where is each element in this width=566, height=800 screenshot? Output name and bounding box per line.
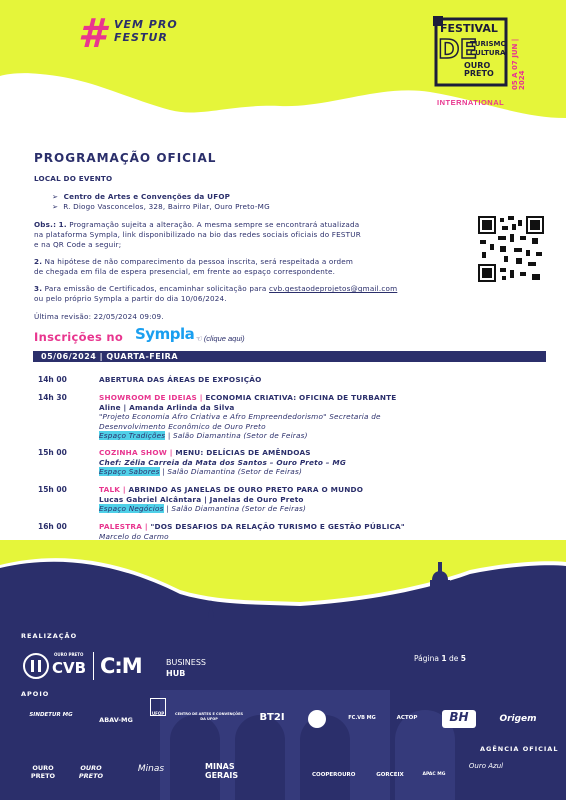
- revision-text: Última revisão: 22/05/2024 09:09.: [34, 312, 164, 321]
- sponsor-logo[interactable]: CENTRO DE ARTES E CONVENÇÕES DA UFOP: [175, 712, 244, 721]
- schedule-item: PALESTRA | "DOS DESAFIOS DA RELAÇÃO TURISMO E GESTÃO PÚBLICA" Marcelo do Carmo: [99, 522, 539, 560]
- cvb-emblem-icon: [22, 652, 50, 680]
- bullet-icon: ➢: [52, 192, 64, 201]
- international-label: INTERNATIONAL: [437, 98, 505, 107]
- cvb-logo[interactable]: CVB OURO PRETO: [22, 650, 88, 682]
- schedule-time: 14h 30: [38, 393, 67, 402]
- email-link[interactable]: cvb.gestaodeprojetos@gmail.com: [269, 284, 398, 293]
- sponsor-logo[interactable]: ABAV-MG: [99, 716, 133, 724]
- sponsor-logo[interactable]: UFOP: [150, 698, 166, 716]
- sponsor-logo[interactable]: GORCEIX: [376, 772, 404, 778]
- schedule-time: 16h 00: [38, 522, 67, 531]
- sponsor-logo[interactable]: Origem: [499, 714, 537, 724]
- schedule-item: SHOWROOM DE IDEIAS | ECONOMIA CRIATIVA: OFICINA DE TURBANTE Aline | Amanda Arlinda da Silva "Projeto Economia Afro Criativa e Afro Empreendedorismo" Secretaria de Desenvolvimento Econômico de Ouro Preto Espaço Tradições | Salão Diamantina (Setor de Feiras): [99, 393, 397, 440]
- sponsor-logo[interactable]: ACTOP: [396, 715, 418, 721]
- sponsor-logo[interactable]: BH: [442, 710, 476, 728]
- note-2: 2. Na hipótese de não comparecimento da pessoa inscrita, será respeitada a ordem de chegada em fila de espera presencial, em frente ao espaço correspondente.: [34, 257, 354, 276]
- schedule-time: 15h 00: [38, 485, 67, 494]
- sponsor-logo[interactable]: APAC MG: [422, 772, 446, 777]
- page-indicator: Página 1 de 5: [414, 654, 466, 663]
- sympla-link[interactable]: Sympla: [135, 325, 195, 343]
- venue-address: ➢ R. Diogo Vasconcelos, 328, Bairro Pilar, Ouro Preto-MG: [52, 202, 270, 211]
- sponsor-logo[interactable]: COOPEROURO: [312, 772, 356, 778]
- note-1: Obs.: 1. Programação sujeita a alteração. A mesma sempre se encontrará atualizada na plataforma Sympla, link disponibilizado na bio das redes sociais oficiais do FESTUR e na QR Code a seguir;: [34, 220, 361, 249]
- schedule-time: 14h 00: [38, 375, 67, 384]
- sponsor-logo[interactable]: MINAS GERAIS: [205, 762, 239, 780]
- note-3: 3. Para emissão de Certificados, encaminhar solicitação para cvb.gestaodeprojetos@gmail.com ou pelo próprio Sympla a partir do dia 10/06/2024.: [34, 284, 398, 303]
- festur-logo[interactable]: FESTIVAL DE TURISMO CULTURA OURO PRETO 05 A 07 JUN | 2024: [432, 15, 522, 90]
- sponsor-logo[interactable]: Minas: [137, 764, 165, 774]
- pointer-hand-icon: ☜: [195, 334, 204, 343]
- local-heading: LOCAL DO EVENTO: [34, 174, 113, 183]
- sponsor-logo[interactable]: Ouro Azul: [468, 762, 504, 770]
- tagline: VEM PRO FESTUR: [114, 18, 178, 44]
- qr-code-icon[interactable]: [478, 216, 544, 282]
- inscricoes-label: Inscrições no: [34, 330, 124, 344]
- schedule-time: 15h 00: [38, 448, 67, 457]
- clique-aqui-link[interactable]: ☜ (clique aqui): [195, 334, 245, 343]
- sponsor-seal-icon[interactable]: [308, 710, 326, 728]
- bullet-icon: ➢: [52, 202, 64, 211]
- divider: [93, 652, 94, 680]
- sponsor-logo[interactable]: BT2I: [259, 712, 285, 723]
- venue-name: ➢ Centro de Artes e Convenções da UFOP: [52, 192, 231, 201]
- space-badge: Espaço Sabores: [99, 467, 160, 476]
- cm-business-hub-logo[interactable]: C:M BUSINESS HUB: [100, 654, 206, 678]
- footer: [0, 540, 566, 800]
- day-header-bar: 05/06/2024 | QUARTA-FEIRA: [33, 351, 546, 362]
- schedule-item: ABERTURA DAS ÁREAS DE EXPOSIÇÃO: [99, 375, 262, 384]
- apoio-label: APOIO: [21, 690, 50, 698]
- space-badge: Espaço Tradições: [99, 431, 166, 440]
- sponsor-logo[interactable]: OURO PRETO: [30, 764, 56, 780]
- agencia-oficial-label: AGÊNCIA OFICIAL: [480, 745, 559, 753]
- schedule-item: COZINHA SHOW | MENU: DELÍCIAS DE AMÊNDOAS Chef: Zélia Carreia da Mata dos Santos – Ouro Preto – MG Espaço Sabores | Salão Diamantina (Setor de Feiras): [99, 448, 347, 476]
- header-banner: [0, 0, 566, 140]
- space-badge: Espaço Negócios: [99, 504, 164, 513]
- sponsor-logo[interactable]: SINDETUR MG: [29, 712, 73, 718]
- sponsor-logo[interactable]: OURO PRETO: [78, 764, 104, 780]
- realizacao-label: REALIZAÇÃO: [21, 632, 78, 640]
- hashtag-icon: #: [78, 11, 106, 57]
- schedule-item: TALK | ABRINDO AS JANELAS DE OURO PRETO PARA O MUNDO Lucas Gabriel Alcântara | Janelas de Ouro Preto Espaço Negócios | Salão Diamantina (Setor de Feiras): [99, 485, 364, 513]
- sponsor-logo[interactable]: FC.VB MG: [348, 715, 376, 721]
- page-title: PROGRAMAÇÃO OFICIAL: [34, 151, 217, 165]
